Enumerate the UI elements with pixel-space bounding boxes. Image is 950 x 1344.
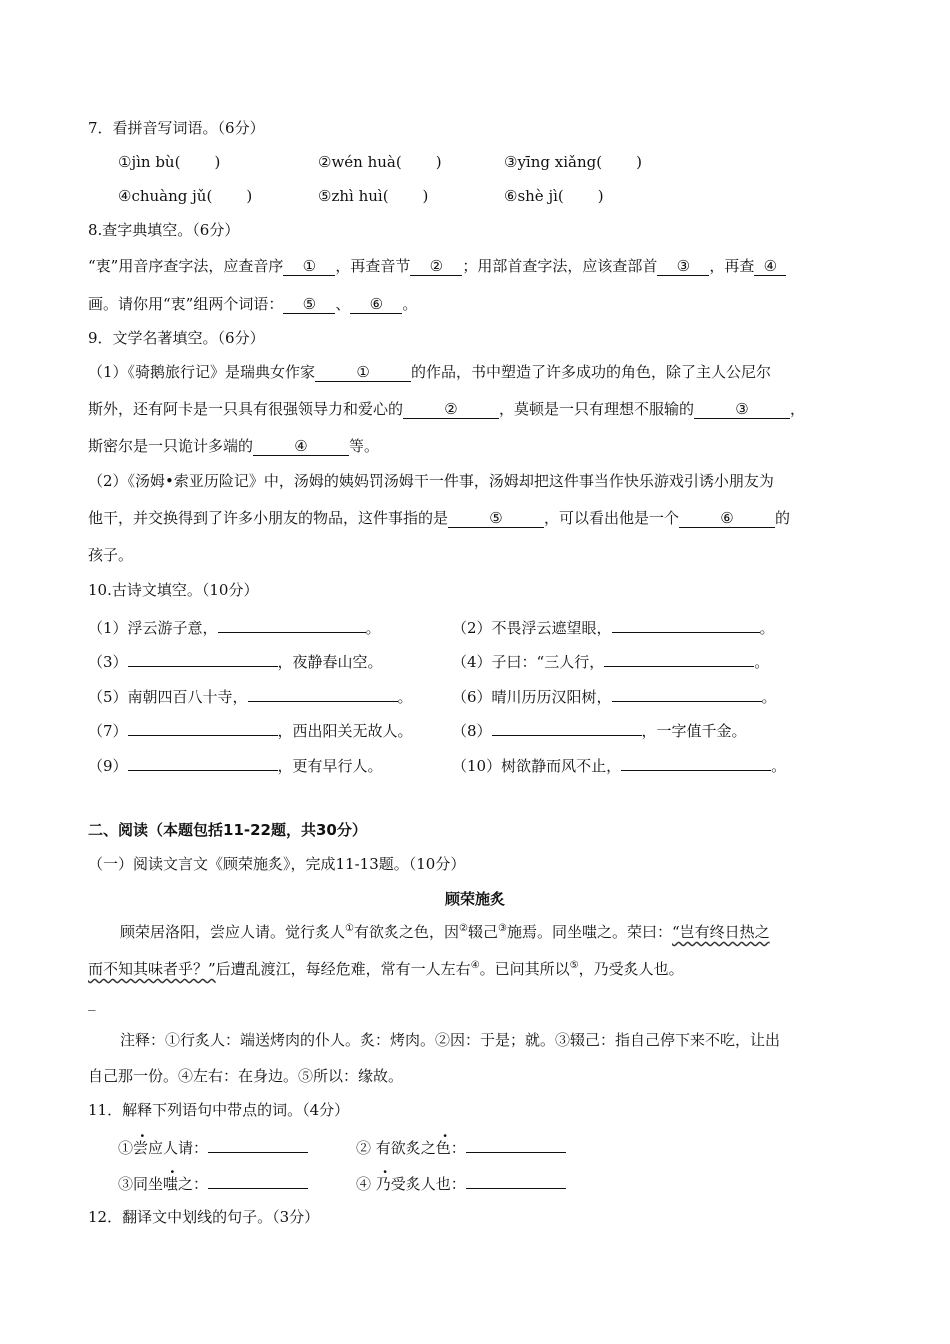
underlined-sentence: 而不知其味者乎？” [88,960,216,978]
answer-line[interactable] [218,616,366,633]
answer-line[interactable] [604,650,754,667]
q9-p2-line-1: （2）《汤姆•索亚历险记》中，汤姆的姨妈罚汤姆干一件事，汤姆却把这件事当作快乐游戏引诱小朋友为 [88,472,774,490]
answer-line[interactable] [612,616,760,633]
blank-6[interactable]: ⑥ [350,295,402,314]
answer-line[interactable] [612,685,762,702]
q9-p1-line-2: 斯外，还有阿卡是一只具有很强领导力和爱心的 ② ，莫顿是一只有理想不服输的 ③ ， [88,400,806,418]
note-line-2: 自己那一份。④左右：在身边。⑤所以：缘故。 [88,1067,404,1085]
q8-heading: 8.查字典填空。（6分） [88,221,240,239]
answer-line[interactable] [128,754,278,771]
q8-line-2: 画。请你用“衷”组两个词语： ⑤ 、 ⑥ 。 [88,295,418,313]
q7-row-2 [118,186,604,206]
q7-item-1: ①jìn bù( ) [118,153,221,171]
poem-line-4: （4）子曰：“三人行， 。 [452,650,769,672]
answer-line[interactable] [128,650,278,667]
q9-p2-line-3: 孩子。 [88,546,134,564]
q9-heading: 9．文学名著填空。（6分） [88,329,265,347]
poem-line-7: （7） ，西出阳关无故人。 [88,719,413,741]
blank-4[interactable]: ④ [253,437,349,456]
q11-item-2: ② 有欲炙之色： [356,1136,566,1158]
poem-line-3: （3） ，夜静春山空。 [88,650,383,672]
blank-3[interactable]: ③ [657,257,709,276]
q10-heading: 10.古诗文填空。（10分） [88,581,259,599]
q9-p1-line-3: 斯密尔是一只诡计多端的 ④ 等。 [88,437,380,455]
poem-line-9: （9） ，更有早行人。 [88,754,383,776]
blank-4[interactable]: ④ [754,257,786,276]
poem-line-1: （1）浮云游子意， 。 [88,616,381,638]
blank-5[interactable]: ⑤ [283,295,335,314]
passage-line-2: 而不知其味者乎？”后遭乱渡江，每经危难，常有一人左右④。已问其所以⑤，乃受炙人也。 [88,960,684,978]
q9-p2-line-2: 他干，并交换得到了许多小朋友的物品，这件事指的是 ⑤ ，可以看出他是一个 ⑥ 的 [88,509,791,527]
q7-item-6: ⑥shè jì( ) [504,187,604,205]
q7-item-4: ④chuàng jǔ( ) [118,187,253,205]
underlined-sentence: “岂有终日热之 [671,923,770,941]
poem-line-8: （8） ，一字值千金。 [452,719,747,741]
q7-item-5: ⑤zhì huì( ) [318,187,429,205]
blank-1[interactable]: ① [315,363,411,382]
note-line-1: 注释：①行炙人：端送烤肉的仆人。炙：烤肉。②因：于是；就。③辍己：指自己停下来不吃，让出 [120,1031,781,1049]
answer-line[interactable] [208,1172,308,1189]
q11-heading: 11．解释下列语句中带点的词。（4分） [88,1101,350,1119]
blank-2[interactable]: ② [403,400,499,419]
q9-p1-line-1: （1）《骑鹅旅行记》是瑞典女作家 ① 的作品，书中塑造了许多成功的角色，除了主人公尼尔 [88,363,772,381]
section-heading: 二、阅读（本题包括11-22题，共30分） [88,821,367,839]
q7-item-2: ②wén huà( ) [318,153,442,171]
answer-line[interactable] [466,1172,566,1189]
answer-line[interactable] [128,719,278,736]
answer-line[interactable] [492,719,642,736]
answer-line[interactable] [621,754,771,771]
q8-line-1: “衷”用音序查字法，应查音序 ① ，再查音节 ② ；用部首查字法，应该查部首 ③ ，再查 ④ [88,256,786,276]
blank-2[interactable]: ② [410,257,462,276]
passage-line-1: 顾荣居洛阳，尝应人请。觉行炙人①有欲炙之色，因②辍己③施焉。同坐嗤之。荣曰：“岂有终日热之 [120,923,770,941]
poem-line-5: （5）南朝四百八十寺， 。 [88,685,413,707]
poem-line-10: （10）树欲静而风不止， 。 [452,754,786,776]
answer-line[interactable] [208,1136,308,1153]
q7-item-3: ③yīng xiǎng( ) [504,153,642,171]
q11-item-3: ③同坐嗤之： [118,1172,308,1194]
stray-mark: _ [88,993,96,1011]
blank-3[interactable]: ③ [694,400,790,419]
poem-line-6: （6）晴川历历汉阳树， 。 [452,685,777,707]
q11-item-4: ④ 乃受炙人也： [356,1172,566,1194]
answer-line[interactable] [466,1136,566,1153]
q11-item-1: ①尝应人请： [118,1136,308,1158]
answer-line[interactable] [248,685,398,702]
q12-heading: 12．翻译文中划线的句子。（3分） [88,1208,320,1226]
poem-line-2: （2）不畏浮云遮望眼， 。 [452,616,775,638]
passage-title: 顾荣施炙 [444,890,505,908]
q7-heading: 7．看拼音写词语。（6分） [88,119,265,137]
blank-1[interactable]: ① [283,257,335,276]
blank-6[interactable]: ⑥ [679,509,775,528]
section-subheading: （一）阅读文言文《顾荣施炙》，完成11-13题。（10分） [88,855,466,873]
q7-row-1 [118,152,642,172]
blank-5[interactable]: ⑤ [448,509,544,528]
